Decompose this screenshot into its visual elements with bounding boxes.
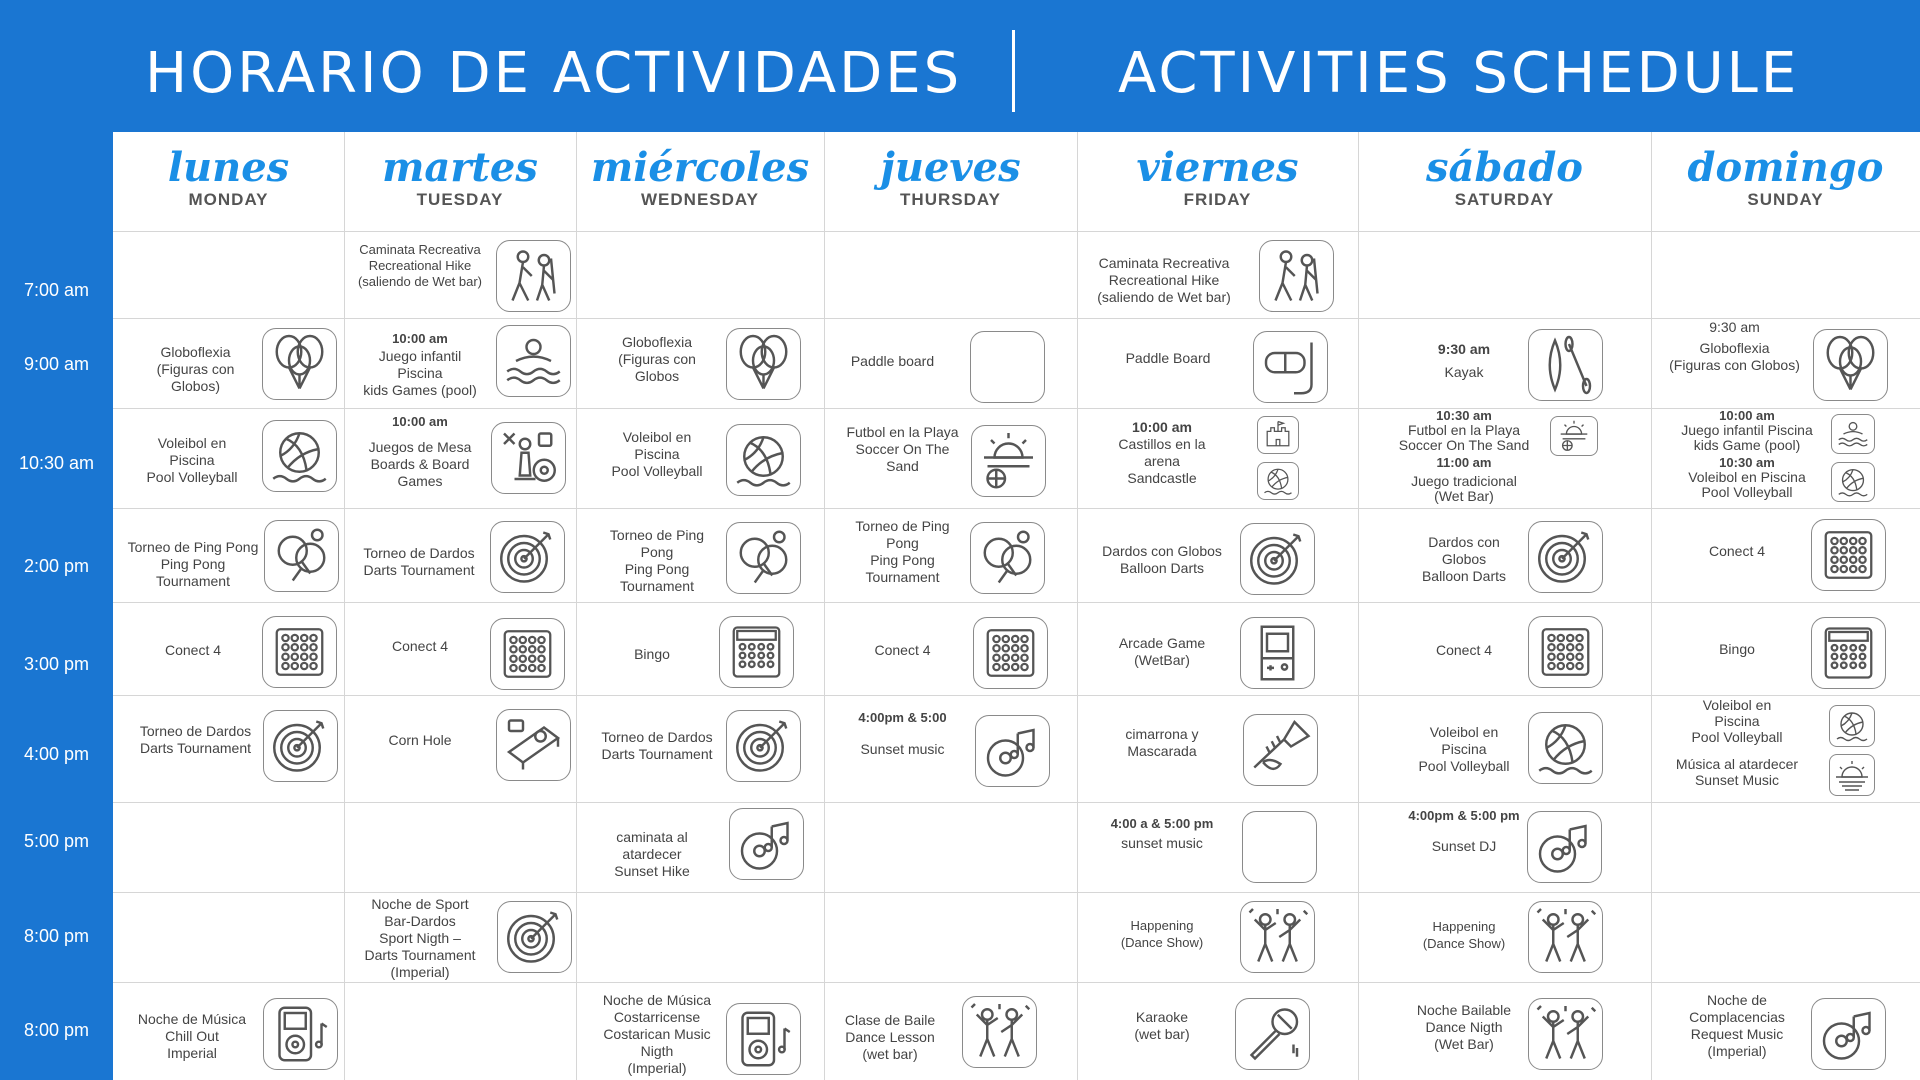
time-label: 2:00 pm xyxy=(23,556,90,576)
time-label: 3:00 pm xyxy=(23,654,90,674)
day-name-es: miércoles xyxy=(590,144,810,191)
activity-label: Futbol en la Playa Soccer On The Sand xyxy=(846,424,959,474)
time-label: 8:00 pm xyxy=(23,1020,90,1040)
activity-label: Sunset DJ xyxy=(1431,838,1497,854)
cornhole-icon xyxy=(496,709,571,781)
day-name-en: SUNDAY xyxy=(1747,190,1824,209)
activity-label: Noche de Música Chill Out Imperial xyxy=(137,1011,247,1061)
activity-label: Dardos con Globos Balloon Darts xyxy=(1102,543,1222,576)
hiking-icon xyxy=(496,240,571,312)
activity-label: Clase de Baile Dance Lesson (wet bar) xyxy=(844,1012,936,1062)
activity-label: Conect 4 xyxy=(164,642,222,658)
connect-four-icon xyxy=(973,617,1048,689)
sunset-music-icon xyxy=(1242,811,1317,883)
day-header-saturday xyxy=(1358,132,1651,232)
volleyball-icon xyxy=(262,420,337,492)
day-name-es: lunes xyxy=(167,144,290,191)
dartboard-icon xyxy=(1528,521,1603,593)
day-name-en: TUESDAY xyxy=(416,190,504,209)
balloon-icon xyxy=(262,328,337,400)
music-disc-icon xyxy=(975,715,1050,787)
activity-label: Conect 4 xyxy=(1435,642,1493,658)
activity-label: Globoflexia (Figuras con Globos) xyxy=(1669,340,1800,373)
activity-label: Bingo xyxy=(634,646,670,662)
activity-label: Futbol en la Playa Soccer On The Sand xyxy=(1398,422,1530,453)
activity-label: Juego infantil Piscina kids Games (pool) xyxy=(363,348,477,398)
day-header-monday xyxy=(113,132,344,232)
activity-label: Voleibol en Piscina Pool Volleyball xyxy=(611,429,703,479)
header xyxy=(0,0,1920,132)
schedule-grid xyxy=(113,132,1920,1080)
music-disc-icon xyxy=(729,808,804,880)
activity-label: Torneo de Ping Pong Ping Pong Tournament xyxy=(855,518,950,585)
dartboard-icon xyxy=(726,710,801,782)
activity-label: Torneo de Ping Pong Ping Pong Tournament xyxy=(127,539,259,589)
activity-label: Globoflexia (Figuras con Globos) xyxy=(156,344,235,394)
paddle-board-icon xyxy=(970,331,1045,403)
connect-four-icon xyxy=(1528,616,1603,688)
dartboard-icon xyxy=(263,710,338,782)
activity-time: 10:00 am xyxy=(1719,408,1775,423)
activity-label: Arcade Game (WetBar) xyxy=(1118,635,1206,668)
dancers-icon xyxy=(1528,998,1603,1070)
activity-label: Voleibol en Piscina Pool Volleyball xyxy=(1691,697,1783,745)
day-header-wednesday xyxy=(576,132,824,232)
activity-label: Juego infantil Piscina kids Game (pool) xyxy=(1681,422,1813,453)
activity-label: caminata al atardecer Sunset Hike xyxy=(614,829,690,879)
time-label: 4:00 pm xyxy=(23,744,90,764)
activity-label: Globoflexia (Figuras con Globos xyxy=(618,334,696,384)
title-spanish: HORARIO DE ACTIVIDADES xyxy=(145,41,963,106)
activity-label: sunset music xyxy=(1121,835,1203,851)
day-header-friday xyxy=(1077,132,1358,232)
activity-label: Karaoke (wet bar) xyxy=(1134,1009,1190,1042)
kayak-icon xyxy=(1528,329,1603,401)
dartboard-icon xyxy=(1240,523,1315,595)
music-player-icon xyxy=(263,998,338,1070)
hiking-icon xyxy=(1259,240,1334,312)
connect-four-icon xyxy=(1811,519,1886,591)
balloon-icon xyxy=(726,328,801,400)
activity-time: 4:00pm & 5:00 pm xyxy=(1408,808,1520,823)
activity-time: 11:00 am xyxy=(1436,455,1492,470)
activity-label: Torneo de Dardos Darts Tournament xyxy=(601,729,713,762)
time-column xyxy=(0,132,113,1080)
beach-soccer-icon xyxy=(971,425,1046,497)
dancers-icon xyxy=(1240,901,1315,973)
activity-time: 9:30 am xyxy=(1437,341,1491,357)
activity-label: Torneo de Ping Pong Ping Pong Tournament xyxy=(609,527,705,594)
time-label: 5:00 pm xyxy=(23,831,90,851)
day-name-en: SATURDAY xyxy=(1454,190,1555,209)
activity-label: Noche Bailable Dance Nigth (Wet Bar) xyxy=(1416,1002,1512,1052)
activity-label: Juegos de Mesa Boards & Board Games xyxy=(368,439,472,489)
swimming-icon xyxy=(496,325,571,397)
time-label: 10:30 am xyxy=(18,453,95,473)
ping-pong-icon xyxy=(970,522,1045,594)
day-name-en: MONDAY xyxy=(188,190,269,209)
activity-label: Happening (Dance Show) xyxy=(1120,918,1204,950)
activity-label: Conect 4 xyxy=(391,638,449,654)
activity-label: Bingo xyxy=(1719,641,1755,657)
activity-label: Torneo de Dardos Darts Tournament xyxy=(363,545,475,578)
activity-label: Torneo de Dardos Darts Tournament xyxy=(139,723,252,756)
ping-pong-icon xyxy=(264,520,339,592)
activity-label: Noche de Música Costarricense Costarican Music Nigth (Imperial) xyxy=(602,992,712,1076)
activity-label: Conect 4 xyxy=(1708,543,1766,559)
day-header-sunday xyxy=(1651,132,1920,232)
connect-four-icon xyxy=(262,616,337,688)
activity-label: Sunset music xyxy=(860,741,945,757)
activity-label: Caminata Recreativa Recreational Hike (saliendo de Wet bar) xyxy=(1097,255,1231,305)
music-disc-icon xyxy=(1527,811,1602,883)
activity-label: Noche de Complacencias Request Music (Imperial) xyxy=(1689,992,1785,1059)
activity-label: Kayak xyxy=(1444,364,1484,380)
arcade-machine-icon xyxy=(1240,617,1315,689)
dancers-icon xyxy=(1528,901,1603,973)
activity-label: Paddle board xyxy=(850,353,935,369)
time-label: 8:00 pm xyxy=(23,926,90,946)
activity-label: Corn Hole xyxy=(388,732,452,748)
day-name-en: WEDNESDAY xyxy=(641,190,759,209)
dancers-icon xyxy=(962,996,1037,1068)
bingo-card-icon xyxy=(1811,617,1886,689)
swimming-icon xyxy=(1831,414,1875,454)
volleyball-icon xyxy=(1257,462,1299,500)
trumpet-icon xyxy=(1243,714,1318,786)
title-divider xyxy=(1012,30,1015,112)
day-name-es: viernes xyxy=(1136,144,1299,191)
time-label: 9:00 am xyxy=(23,354,90,374)
title-english: ACTIVITIES SCHEDULE xyxy=(1118,41,1800,106)
day-name-en: FRIDAY xyxy=(1183,190,1252,209)
activity-label: Happening (Dance Show) xyxy=(1422,919,1506,951)
activity-label: Música al atardecer Sunset Music xyxy=(1675,756,1799,788)
sandcastle-icon xyxy=(1257,416,1299,454)
dartboard-icon xyxy=(490,521,565,593)
activity-label: Paddle Board xyxy=(1125,350,1211,366)
day-name-es: sábado xyxy=(1426,144,1583,191)
volleyball-icon xyxy=(1831,462,1875,502)
snorkel-mask-icon xyxy=(1253,331,1328,403)
activity-label: Noche de Sport Bar-Dardos Sport Nigth – Darts Tournament (Imperial) xyxy=(364,896,476,980)
activity-label: Caminata Recreativa Recreational Hike (saliendo de Wet bar) xyxy=(357,242,483,289)
activity-time: 9:30 am xyxy=(1709,319,1760,335)
music-player-icon xyxy=(726,1003,801,1075)
time-label: 7:00 am xyxy=(23,280,90,300)
day-header-tuesday xyxy=(344,132,576,232)
activity-time: 4:00 a & 5:00 pm xyxy=(1110,816,1214,831)
music-disc-icon xyxy=(1811,998,1886,1070)
activity-label: Juego tradicional (Wet Bar) xyxy=(1411,473,1517,504)
activity-label: Voleibol en Piscina Pool Volleyball xyxy=(1418,724,1510,774)
beach-soccer-icon xyxy=(1550,416,1598,456)
connect-four-icon xyxy=(490,618,565,690)
day-name-en: THURSDAY xyxy=(900,190,1001,209)
activity-label: Voleibol en Piscina Pool Volleyball xyxy=(146,435,238,485)
bingo-card-icon xyxy=(719,616,794,688)
volleyball-icon xyxy=(1528,712,1603,784)
day-name-es: domingo xyxy=(1687,144,1884,191)
activity-time: 10:00 am xyxy=(392,331,448,346)
activity-label: Castillos en la arena Sandcastle xyxy=(1118,436,1206,486)
activity-label: Voleibol en Piscina Pool Volleyball xyxy=(1688,469,1806,500)
activity-time: 10:30 am xyxy=(1436,408,1492,423)
volleyball-icon xyxy=(726,424,801,496)
volleyball-icon xyxy=(1829,705,1875,747)
activity-time: 4:00pm & 5:00 xyxy=(858,710,947,725)
balloon-icon xyxy=(1813,329,1888,401)
dartboard-icon xyxy=(497,901,572,973)
activity-time: 10:30 am xyxy=(1719,455,1775,470)
activity-label: Conect 4 xyxy=(874,642,931,658)
sunset-icon xyxy=(1829,754,1875,796)
activity-label: Dardos con Globos Balloon Darts xyxy=(1421,534,1507,584)
activity-time: 10:00 am xyxy=(1132,419,1192,435)
day-name-es: jueves xyxy=(880,144,1021,191)
day-name-es: martes xyxy=(382,144,538,191)
activity-time: 10:00 am xyxy=(392,414,448,429)
board-games-icon xyxy=(491,422,566,494)
ping-pong-icon xyxy=(726,522,801,594)
activity-label: cimarrona y Mascarada xyxy=(1125,726,1199,759)
day-header-thursday xyxy=(824,132,1077,232)
microphone-icon xyxy=(1235,998,1310,1070)
